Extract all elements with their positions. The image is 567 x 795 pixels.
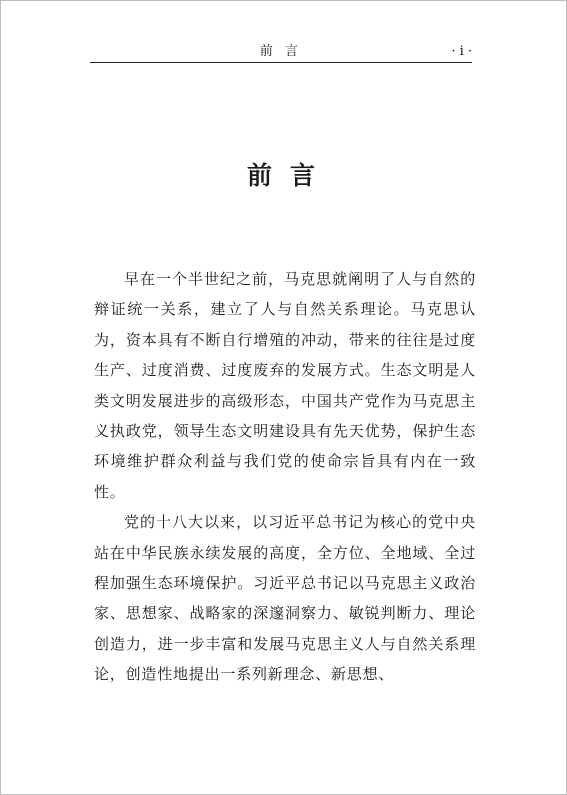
paragraph-2: 党的十八大以来，以习近平总书记为核心的党中央站在中华民族永续发展的高度，全方位、全地域、全过程加强生态环境保护。习近平总书记以马克思主义政治家、思想家、战略家的深邃洞察力、敏锐判断力、理论创造力，进一步丰富和发展马克思主义人与自然关系理论，创造性地提出一系列新理念、新思想、	[94, 513, 476, 684]
running-header	[90, 42, 472, 62]
running-header-title: 前 言	[259, 44, 303, 59]
page-number: · i ·	[451, 44, 472, 59]
paragraph-1: 早在一个半世纪之前，马克思就阐明了人与自然的辩证统一关系，建立了人与自然关系理论。马克思认为，资本具有不断自行增殖的冲动，带来的往往是过度生产、过度消费、过度废弃的发展方式。生态文明是人类文明发展进步的高级形态，中国共产党作为马克思主义执政党，领导生态文明建设具有先天优势，保护生态环境维护群众利益与我们党的使命宗旨具有内在一致性。	[94, 270, 476, 501]
chapter-title: 前言	[246, 161, 333, 190]
header-rule	[90, 62, 472, 63]
body-text	[94, 264, 476, 690]
